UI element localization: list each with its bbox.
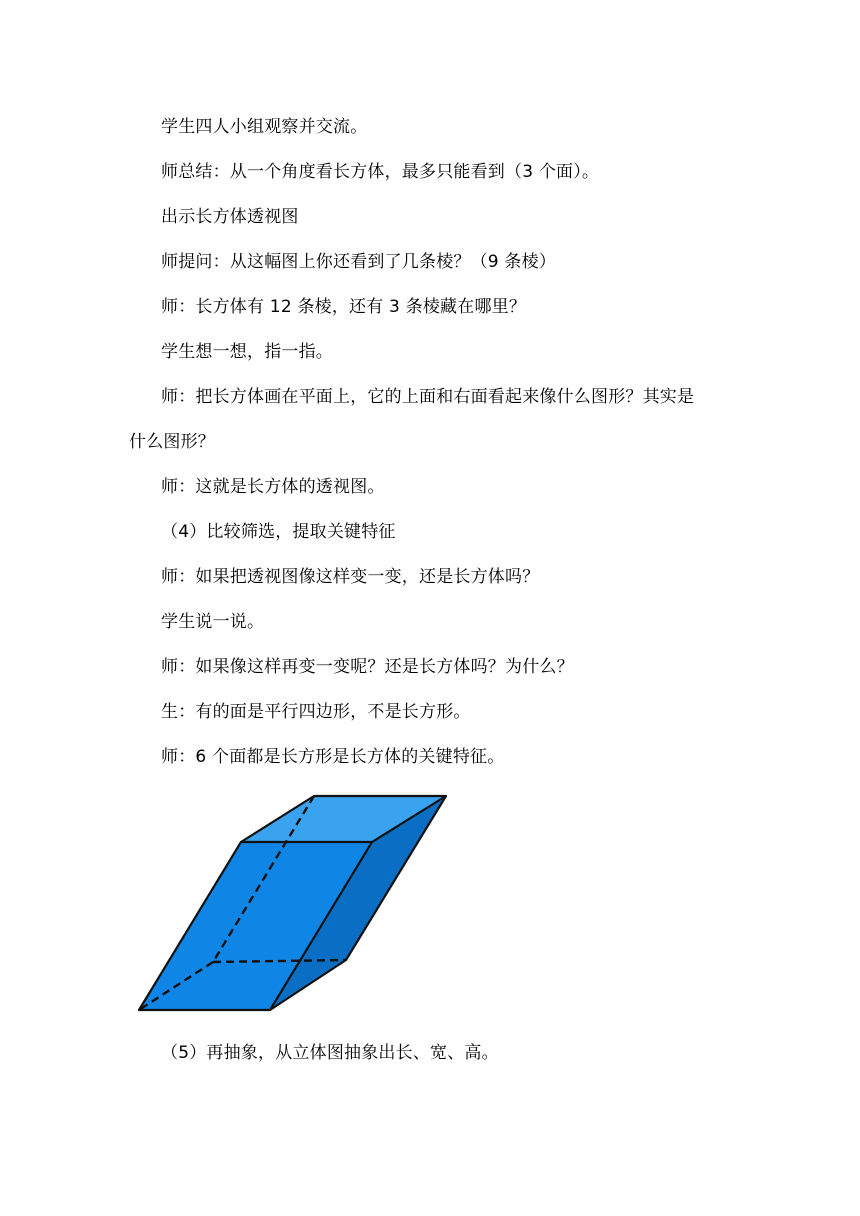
paragraph-12: 师：如果像这样再变一变呢？还是长方体吗？为什么？ [161, 657, 574, 677]
paragraph-10: 师：如果把透视图像这样变一变，还是长方体吗？ [161, 567, 540, 587]
paragraph-14: 师：6 个面都是长方形是长方体的关键特征。 [161, 747, 505, 767]
paragraph-4: 师提问：从这幅图上你还看到了几条棱？（9 条棱） [161, 252, 557, 272]
paragraph-5: 师：长方体有 12 条棱，还有 3 条棱藏在哪里？ [161, 297, 527, 317]
paragraph-13: 生：有的面是平行四边形，不是长方形。 [161, 702, 471, 722]
paragraph-9: （4）比较筛选，提取关键特征 [161, 522, 396, 542]
slanted-cuboid-figure [130, 786, 460, 1022]
paragraph-7: 师：把长方体画在平面上，它的上面和右面看起来像什么图形？其实是 [161, 387, 695, 407]
paragraph-6: 学生想一想，指一指。 [161, 342, 333, 362]
paragraph-7-continued: 什么图形？ [129, 432, 215, 452]
paragraph-8: 师：这就是长方体的透视图。 [161, 477, 385, 497]
paragraph-11: 学生说一说。 [161, 612, 265, 632]
paragraph-3: 出示长方体透视图 [161, 207, 299, 227]
paragraph-2: 师总结：从一个角度看长方体，最多只能看到（3 个面）。 [161, 162, 600, 182]
paragraph-1: 学生四人小组观察并交流。 [161, 117, 368, 137]
paragraph-after-figure: （5）再抽象，从立体图抽象出长、宽、高。 [161, 1043, 499, 1063]
